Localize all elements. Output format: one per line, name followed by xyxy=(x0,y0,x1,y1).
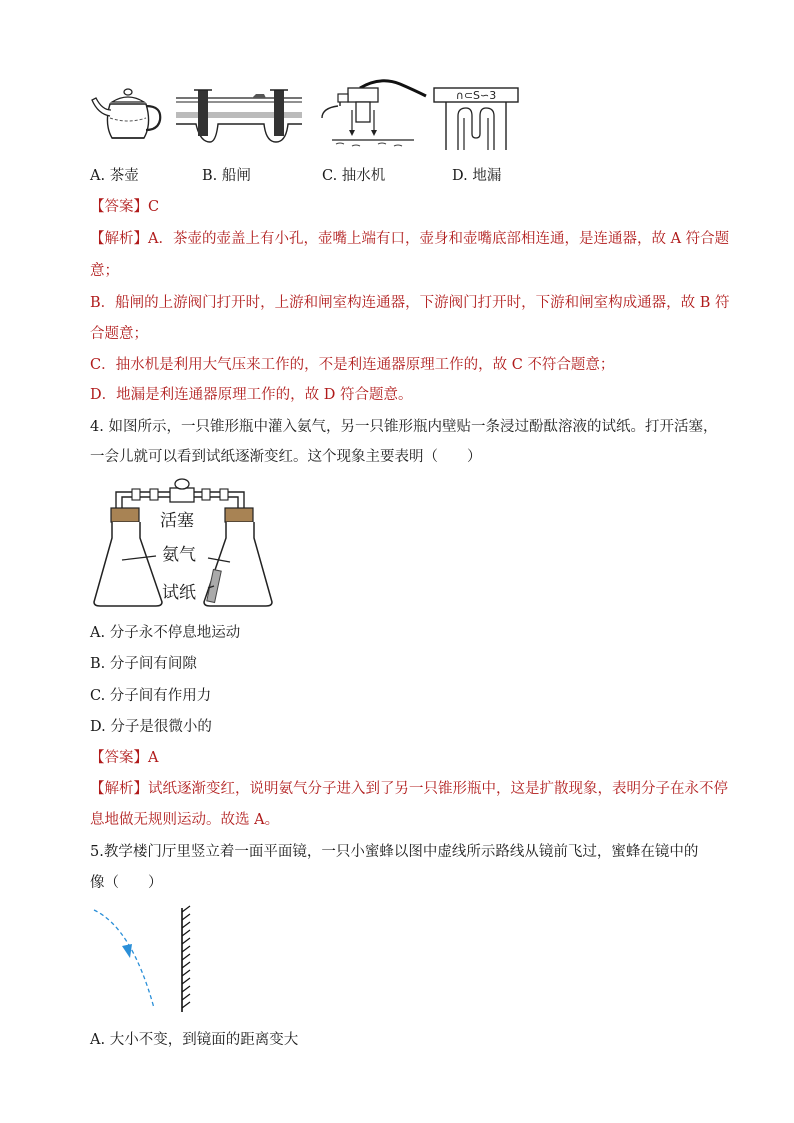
water-pump-figure xyxy=(318,78,428,154)
q4-answer xyxy=(90,748,158,768)
q5-question-line-1: 5.教学楼门厅里竖立着一面平面镜，一只小蜜蜂以图中虚线所示路线从镜前飞过，蜜蜂在镜中的 xyxy=(90,844,699,860)
q3-option-d: D. 地漏 xyxy=(452,168,502,184)
analysis-text: A．茶壶的壶盖上有小孔，壶嘴上端有口，壶身和壶嘴底部相连通，是连通器，故 A 符合题 xyxy=(148,231,730,247)
q3-analysis-line-4: 合题意； xyxy=(90,326,148,342)
q4-analysis-line-1 xyxy=(90,779,728,799)
answer-tag: 【答案】 xyxy=(90,750,148,766)
svg-text:∩⊂S∽3: ∩⊂S∽3 xyxy=(455,89,497,102)
analysis-tag: 【解析】 xyxy=(90,231,148,247)
q3-analysis-line-3: B．船闸的上游阀门打开时，上游和闸室构连通器，下游阀门打开时，下游和闸室构成通器，故 B 符 xyxy=(90,295,730,311)
q3-analysis-line-5: C．抽水机是利用大气压来工作的，不是利连通器原理工作的，故 C 不符合题意； xyxy=(90,357,615,373)
q3-analysis-line-6: D．地漏是利连通器原理工作的，故 D 符合题意。 xyxy=(90,387,413,403)
teapot-figure xyxy=(90,84,166,148)
analysis-tag: 【解析】 xyxy=(90,781,148,797)
answer-value: A xyxy=(148,750,159,766)
q3-option-c: C. 抽水机 xyxy=(322,168,386,184)
analysis-text: 试纸逐渐变红，说明氨气分子进入到了另一只锥形瓶中，这是扩散现象，表明分子在永不停 xyxy=(148,781,728,797)
label-test-paper: 试纸 xyxy=(162,583,196,603)
q4-option-b: B. 分子间有间隙 xyxy=(90,656,197,672)
q4-question-line-2: 一会儿就可以看到试纸逐渐变红。这个现象主要表明（ ） xyxy=(90,449,482,465)
q4-option-c: C. 分子间有作用力 xyxy=(90,688,212,704)
q5-question-line-2: 像（ ） xyxy=(90,875,163,891)
q4-analysis-line-2: 息地做无规则运动。故选 A。 xyxy=(90,812,280,828)
answer-tag: 【答案】 xyxy=(90,199,148,215)
mirror-figure xyxy=(92,906,196,1014)
q3-analysis-line-2: 意； xyxy=(90,263,119,279)
ship-lock-figure xyxy=(176,84,302,148)
q4-option-d: D. 分子是很微小的 xyxy=(90,719,212,735)
q3-analysis-line-1 xyxy=(90,229,729,249)
q3-answer xyxy=(90,197,159,217)
label-valve: 活塞 xyxy=(160,511,194,531)
floor-drain-figure xyxy=(432,82,520,152)
answer-value: C xyxy=(148,199,160,215)
q4-question-line-1: 4. 如图所示，一只锥形瓶中灌入氨气，另一只锥形瓶内壁贴一条浸过酚酞溶液的试纸。打开活塞， xyxy=(90,419,718,435)
label-ammonia: 氨气 xyxy=(162,545,196,565)
q4-option-a: A. 分子永不停息地运动 xyxy=(90,625,241,641)
q5-option-a: A. 大小不变，到镜面的距离变大 xyxy=(90,1032,299,1048)
q3-option-a: A. 茶壶 xyxy=(90,168,139,184)
q3-option-b: B. 船闸 xyxy=(202,168,251,184)
